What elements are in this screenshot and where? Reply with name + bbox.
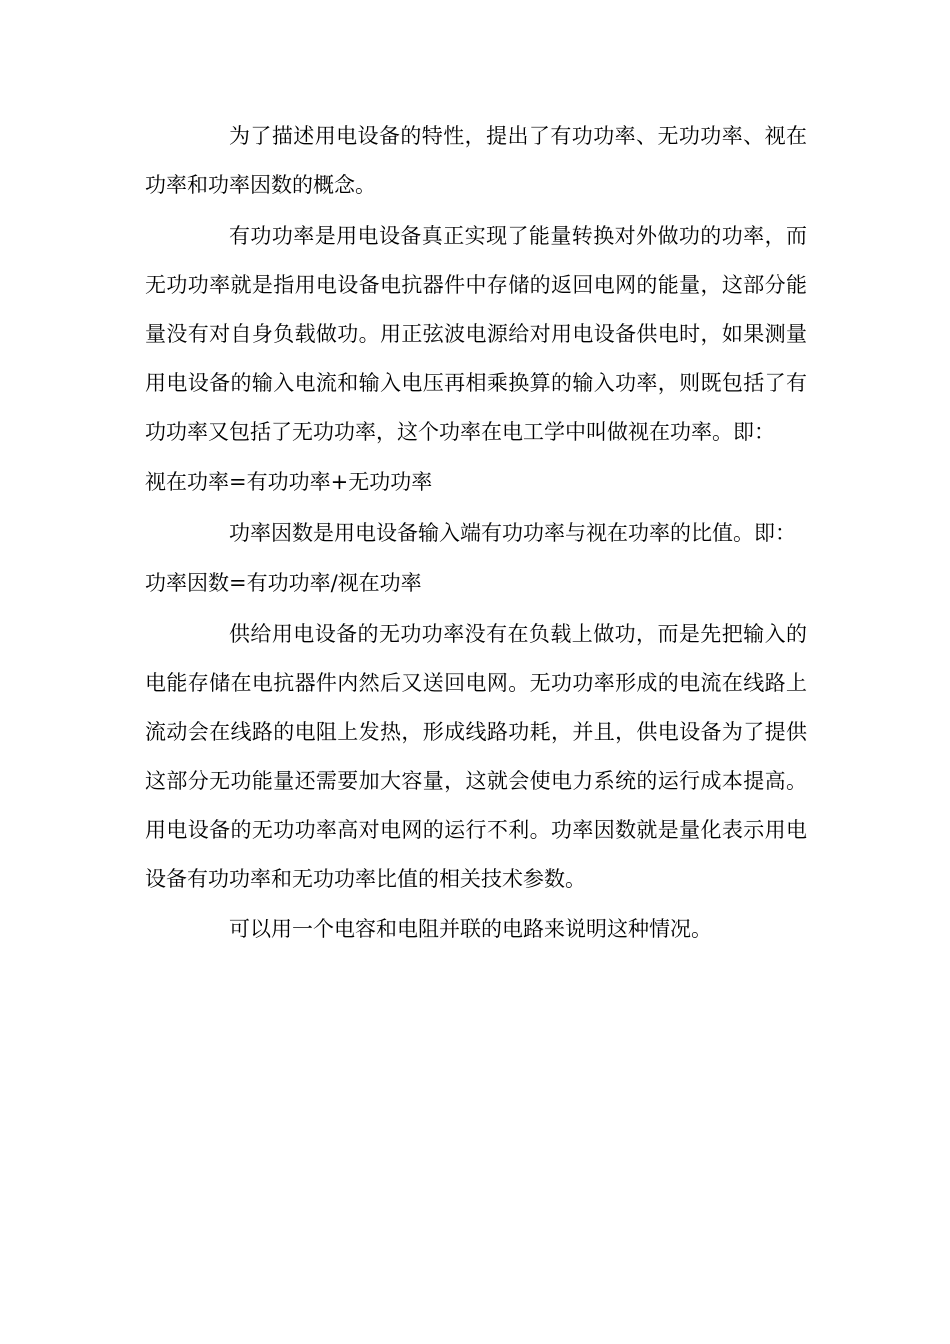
paragraph-circuit-example: 可以用一个电容和电阻并联的电路来说明这种情况。 xyxy=(229,917,712,941)
formula-apparent-power: 视在功率=有功功率+无功功率 xyxy=(145,470,433,494)
document-body xyxy=(145,112,807,956)
paragraph-power-factor-definition: 功率因数是用电设备输入端有功功率与视在功率的比值。即： xyxy=(229,520,796,545)
paragraph-reactive-power-effects: 供给用电设备的无功功率没有在负载上做功，而是先把输入的电能存储在电抗器件内然后又送回电网。无功功率形成的电流在线路上流动会在线路的电阻上发热，形成线路功耗，并且，供电设备为了提供这部分无功能量还需要加大容量，这就会使电力系统的运行成本提高。用电设备的无功功率高对电网的运行不利。功率因数就是量化表示用电设备有功功率和无功功率比值的相关技术参数。 xyxy=(145,621,807,891)
paragraph-intro: 为了描述用电设备的特性，提出了有功功率、无功功率、视在功率和功率因数的概念。 xyxy=(145,124,807,197)
formula-power-factor: 功率因数=有功功率/视在功率 xyxy=(145,571,422,595)
paragraph-active-reactive-power: 有功功率是用电设备真正实现了能量转换对外做功的功率，而无功功率就是指用电设备电抗器件中存储的返回电网的能量，这部分能量没有对自身负载做功。用正弦波电源给对用电设备供电时，如果测量用电设备的输入电流和输入电压再相乘换算的输入功率，则既包括了有功功率又包括了无功功率，这个功率在电工学中叫做视在功率。即： xyxy=(145,223,807,444)
